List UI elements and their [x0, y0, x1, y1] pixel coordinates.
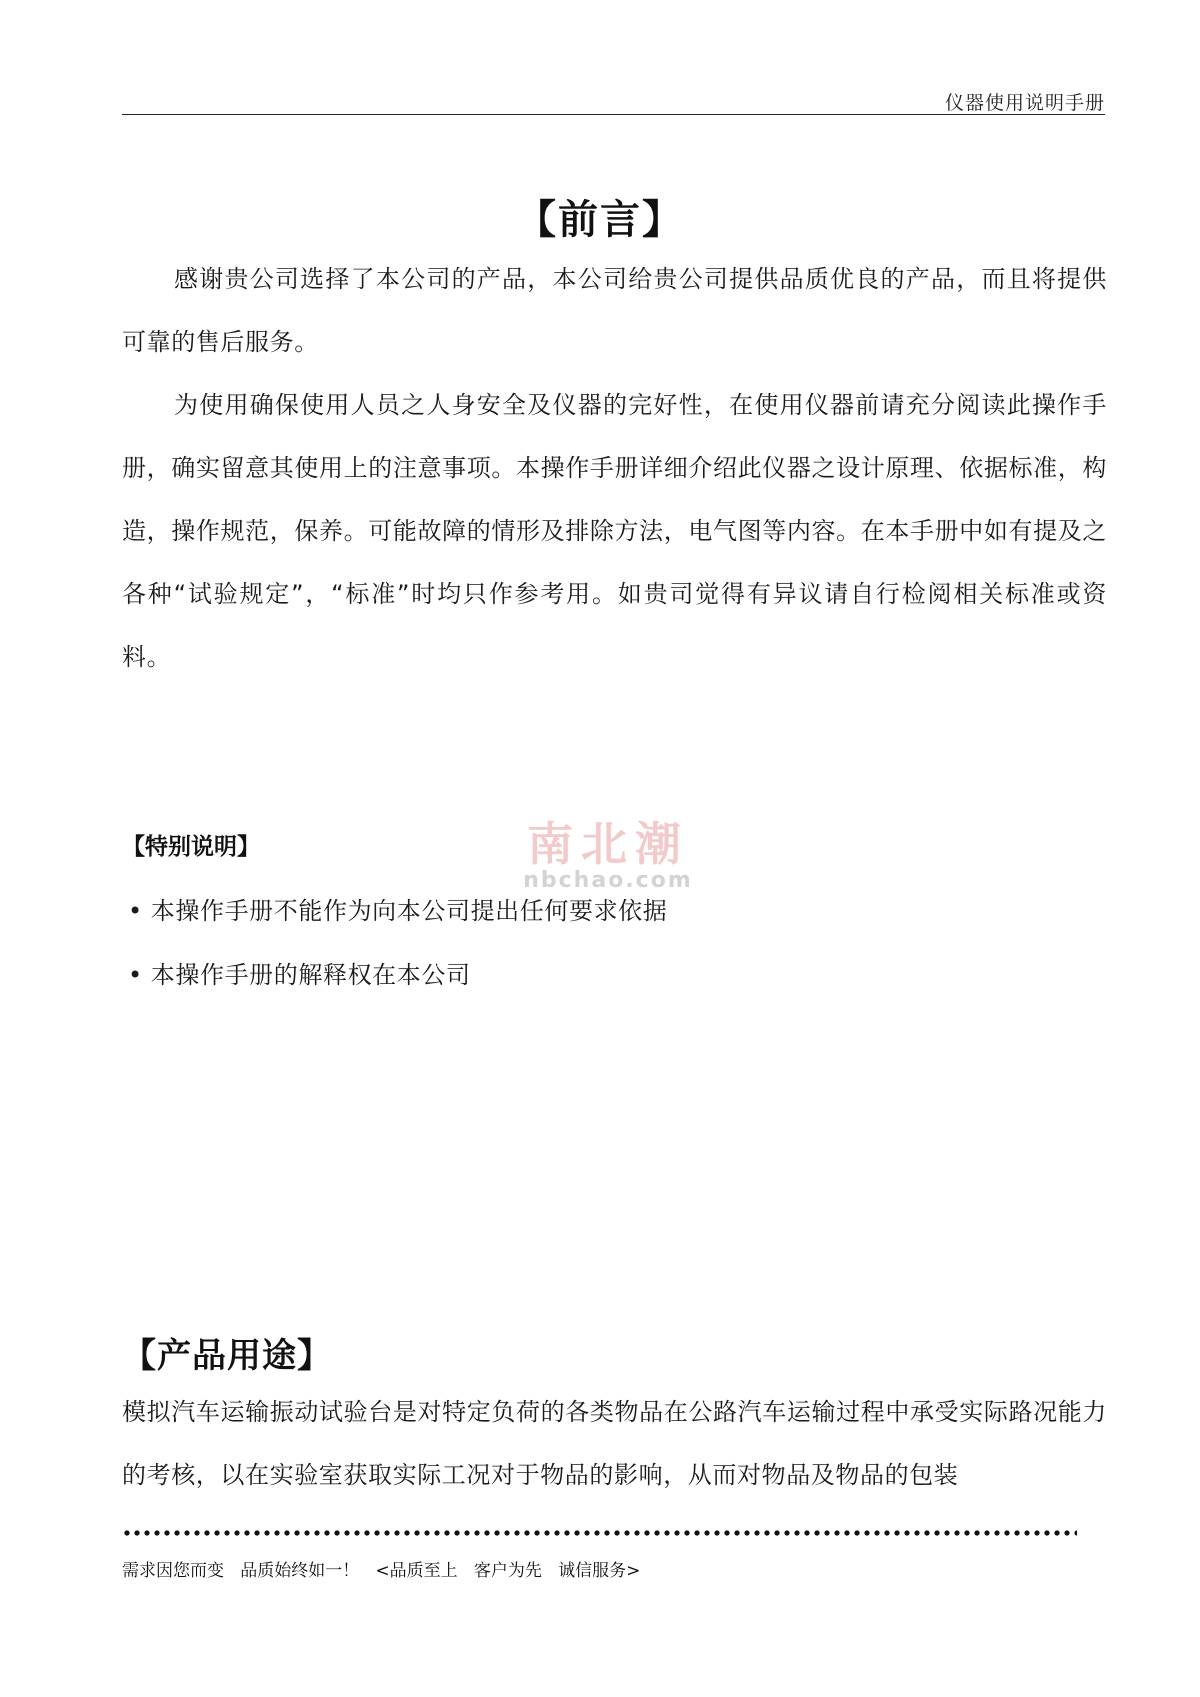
- product-usage-paragraph: 模拟汽车运输振动试验台是对特定负荷的各类物品在公路汽车运输过程中承受实际路况能力的考核，以在实验室获取实际工况对于物品的影响，从而对物品及物品的包装: [122, 1398, 1107, 1489]
- footer-dotted-divider: [122, 1530, 1077, 1536]
- watermark-cn-text: 南北潮: [527, 817, 689, 871]
- special-note-text: 本操作手册的解释权在本公司: [150, 961, 471, 989]
- bullet-dot-icon: •: [128, 961, 143, 989]
- special-note-item: [128, 891, 667, 926]
- header-title: 仪器使用说明手册: [944, 92, 1105, 114]
- preface-heading: 【前言】: [516, 197, 684, 243]
- special-note-text: 本操作手册不能作为向本公司提出任何要求依据: [150, 897, 668, 925]
- product-usage-heading: 【产品用途】: [122, 1336, 332, 1376]
- header-divider: [122, 114, 1105, 115]
- special-notes-heading: 【特别说明】: [122, 834, 260, 860]
- preface-paragraph-1: 感谢贵公司选择了本公司的产品，本公司给贵公司提供品质优良的产品，而且将提供可靠的售后服务。: [122, 265, 1107, 356]
- preface-paragraph-2: 为使用确保使用人员之人身安全及仪器的完好性，在使用仪器前请充分阅读此操作手册，确实留意其使用上的注意事项。本操作手册详细介绍此仪器之设计原理、依据标准，构造，操作规范，保养。可能故障的情形及排除方法，电气图等内容。在本手册中如有提及之各种“试验规定”，“标准”时均只作参考用。如贵司觉得有异议请自行检阅相关标准或资料。: [122, 391, 1107, 671]
- watermark-en-text: nbchao.com: [523, 868, 693, 893]
- special-note-item: [128, 955, 471, 990]
- footer-slogan: 需求因您而变 品质始终如一！ <品质至上 客户为先 诚信服务>: [122, 1561, 641, 1581]
- bullet-dot-icon: •: [128, 897, 143, 925]
- watermark-logo: [518, 818, 698, 892]
